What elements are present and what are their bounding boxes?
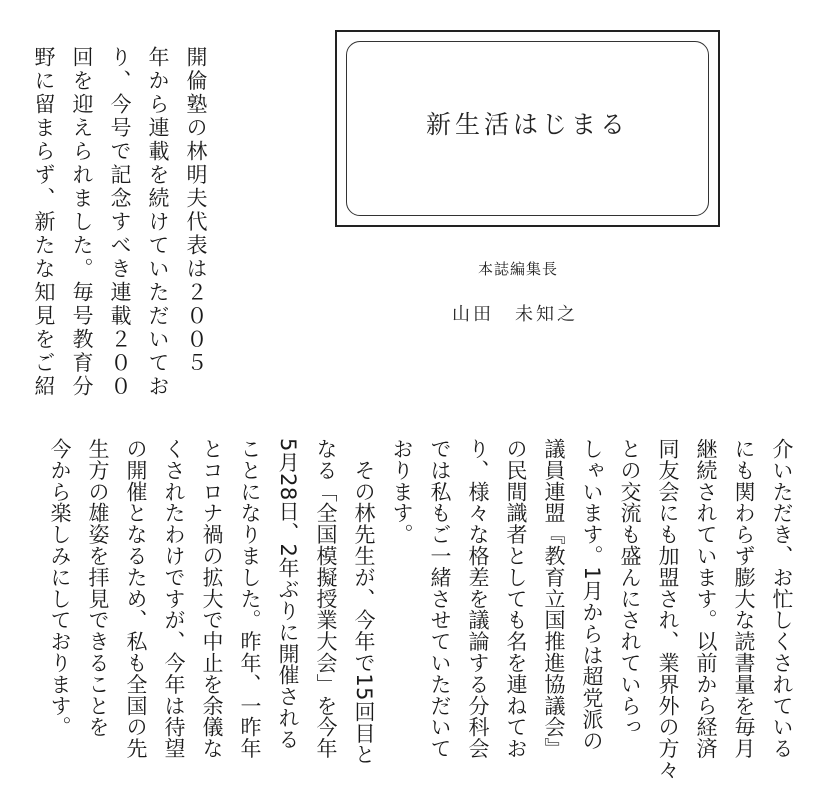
text-column: 継続されています。以前から経済	[694, 438, 718, 759]
text-column: 回を迎えられました。毎号教育分	[70, 46, 94, 399]
paragraph-bottom	[41, 438, 801, 788]
text-column: くされたわけですが、今年は待望	[162, 438, 186, 759]
text-column: その林先生が、今年で15回目と	[352, 438, 376, 766]
text-column: ことになりました。昨年、一昨年	[238, 438, 262, 759]
text-column: では私もご一緒させていただいて	[428, 438, 452, 759]
text-column: 議員連盟『教育立国推進協議会』	[542, 438, 566, 759]
text-column: しゃいます。1月からは超党派の	[580, 438, 604, 752]
paragraph-top	[25, 46, 215, 399]
text-column: 5月28日、2年ぶりに開催される	[276, 438, 300, 750]
text-column: 同友会にも加盟され、業界外の方々	[656, 438, 680, 781]
author-affiliation: 本誌編集長	[478, 260, 559, 278]
text-column: にも関わらず膨大な読書量を毎月	[732, 438, 756, 759]
text-column: 野に留まらず、新たな知見をご紹	[32, 46, 56, 399]
title-frame	[335, 30, 720, 227]
text-column: 生方の雄姿を拝見できることを	[86, 438, 110, 738]
text-column: 今から楽しみにしております。	[48, 438, 72, 738]
text-column: との交流も盛んにされていらっ	[618, 438, 642, 738]
text-column: とコロナ禍の拡大で中止を余儀な	[200, 438, 224, 759]
article-title: 新生活はじまる	[425, 109, 629, 139]
text-column: り、今号で記念すべき連載２００	[108, 46, 132, 399]
text-column: 年から連載を続けていただいてお	[146, 46, 170, 399]
text-column: の民間識者としても名を連ねてお	[504, 438, 528, 759]
text-column: り、様々な格差を議論する分科会	[466, 438, 490, 759]
text-column: 介いただき、お忙しくされている	[770, 438, 794, 759]
title-frame-inner	[346, 41, 709, 216]
text-column: 開倫塾の林明夫代表は２００５	[184, 46, 208, 375]
text-column: おります。	[390, 438, 414, 545]
author-name: 山田 未知之	[452, 304, 578, 325]
text-column: なる「全国模擬授業大会」を今年	[314, 438, 338, 759]
text-column: の開催となるため、私も全国の先	[124, 438, 148, 759]
